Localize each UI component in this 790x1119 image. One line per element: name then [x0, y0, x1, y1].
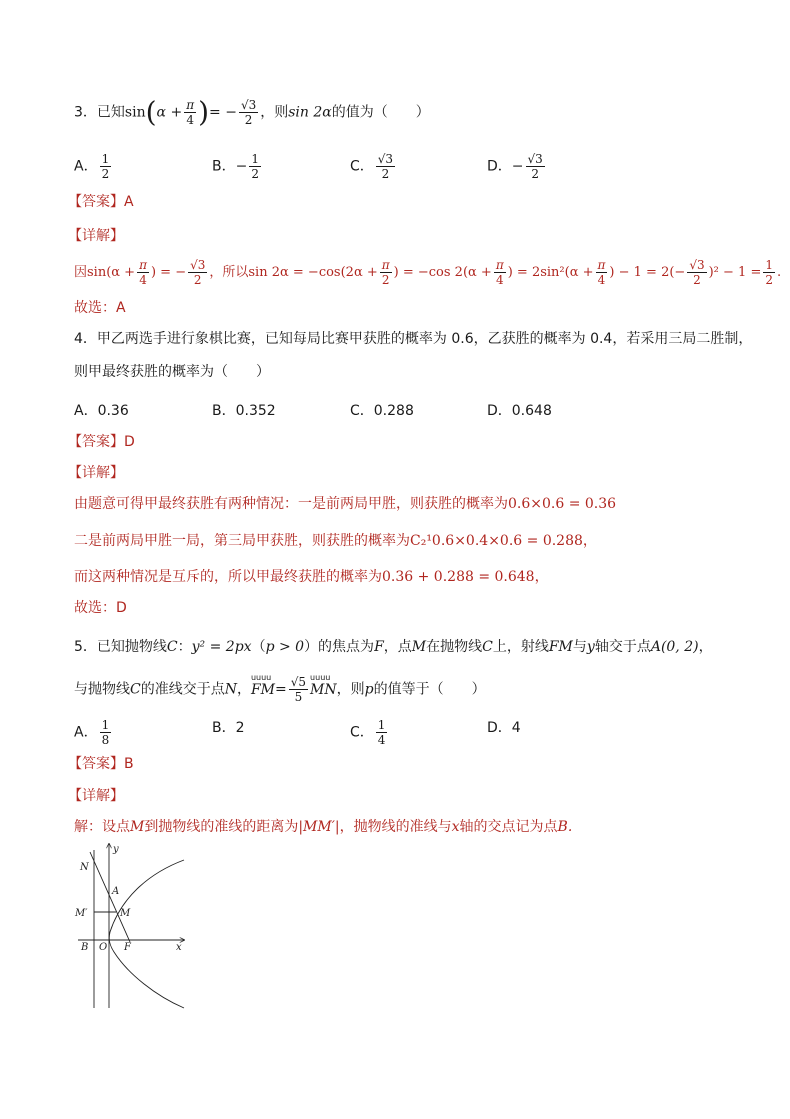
q3-choice: 故选：A — [74, 300, 126, 316]
q4-stem-line2: 则甲最终获胜的概率为（ ） — [74, 364, 270, 380]
q3-stem-inner: α + — [156, 104, 183, 121]
q3-stem-frac: $\frac{\pi}{4}$ — [186, 98, 195, 127]
q3-stem-rhs: $\frac{√3}{2}$ — [240, 98, 257, 127]
q5-option-a: A． $\frac{1}{8}$ — [74, 718, 110, 747]
q5-stem-line2: 与抛物线C的准线交于点N， uuuu FM= $\frac{√5}{5}$ uuuu MN，则p的值等于（ ） — [74, 672, 486, 704]
q3-option-b: B．− $\frac{1}{2}$ — [212, 152, 259, 181]
q3-stem: 3．已知sin(α + $\frac{\pi}{4}$ )= − $\frac{√3}{2}$ ，则sin 2α的值为（ ） — [74, 95, 430, 129]
q5-vector-fm: uuuu FM — [250, 672, 276, 698]
label-a: A — [112, 886, 120, 897]
q3-stem-prefix: 3．已知 — [74, 104, 125, 121]
q3-option-a: A． $\frac{1}{2}$ — [74, 152, 110, 181]
q4-solution-line3: 而这两种情况是互斥的，所以甲最终获胜的概率为0.36 + 0.288 = 0.648， — [74, 569, 549, 585]
q4-detail-heading: 【详解】 — [68, 465, 124, 481]
q4-option-b: B．0.352 — [212, 403, 276, 419]
label-o: O — [99, 942, 108, 953]
q5-option-d: D．4 — [487, 720, 521, 736]
q3-stem-then: ，则 — [260, 104, 289, 121]
q5-stem-line1: 5．已知抛物线C：y² = 2px（p > 0）的焦点为F，点M在抛物线C上，射线FM与y轴交于点A(0, 2)， — [74, 639, 713, 655]
label-x: x — [176, 942, 182, 953]
q3-solution: 因sin(α + $\frac{\pi}{4}$ ) = − $\frac{√3}{2}$ ，所以sin 2α = −cos(2α + $\frac{\pi}{2}$ ) = −cos 2(α + $\frac{\pi}{4}$ ) = 2sin²(α + $\frac{\pi}{4}$ ) − 1 = 2(− $\frac{√3}{2}$ )² − 1 = $\frac{1}{2}$ . — [74, 258, 782, 287]
q4-answer: 【答案】D — [68, 434, 135, 450]
q3-answer: 【答案】A — [68, 194, 134, 210]
label-f: F — [124, 942, 131, 953]
q4-option-d: D．0.648 — [487, 403, 552, 419]
q4-stem-line1: 4．甲乙两选手进行象棋比赛，已知每局比赛甲获胜的概率为 0.6，乙获胜的概率为 0.4，若采用三局二胜制， — [74, 331, 753, 347]
parabola-curve — [109, 860, 184, 1008]
q4-option-a: A．0.36 — [74, 403, 129, 419]
q3-stem-eq: = − — [209, 104, 237, 121]
q5-vector-mn: uuuu MN — [310, 672, 337, 698]
label-m: M — [120, 908, 131, 919]
q3-stem-suffix: 的值为（ ） — [331, 104, 430, 121]
q5-solution: 解：设点M到抛物线的准线的距离为|MM′|，抛物线的准线与x轴的交点记为点B. — [74, 819, 573, 835]
q4-choice: 故选：D — [74, 600, 127, 616]
q5-option-b: B．2 — [212, 720, 245, 736]
q4-option-c: C．0.288 — [350, 403, 414, 419]
label-n: N — [80, 862, 89, 873]
q5-answer: 【答案】B — [68, 756, 134, 772]
label-y: y — [113, 844, 119, 855]
q3-stem-sin2a: sin 2α — [288, 104, 332, 121]
q3-option-d: D．− $\frac{√3}{2}$ — [487, 152, 543, 181]
label-b: B — [81, 942, 89, 953]
parabola-figure — [72, 840, 192, 1010]
label-m-prime: M′ — [75, 908, 88, 919]
q4-solution-line1: 由题意可得甲最终获胜有两种情况：一是前两局甲胜，则获胜的概率为0.6×0.6 = 0.36 — [74, 496, 617, 512]
q3-stem-fn: sin — [124, 104, 146, 121]
q3-detail-heading: 【详解】 — [68, 228, 124, 244]
q4-solution-line2: 二是前两局甲胜一局，第三局甲获胜，则获胜的概率为C₂¹0.6×0.4×0.6 = 0.288， — [74, 533, 597, 549]
q3-option-c: C． $\frac{√3}{2}$ — [350, 152, 394, 181]
q5-option-c: C． $\frac{1}{4}$ — [350, 718, 386, 747]
q5-detail-heading: 【详解】 — [68, 788, 124, 804]
line-nf — [90, 852, 130, 942]
